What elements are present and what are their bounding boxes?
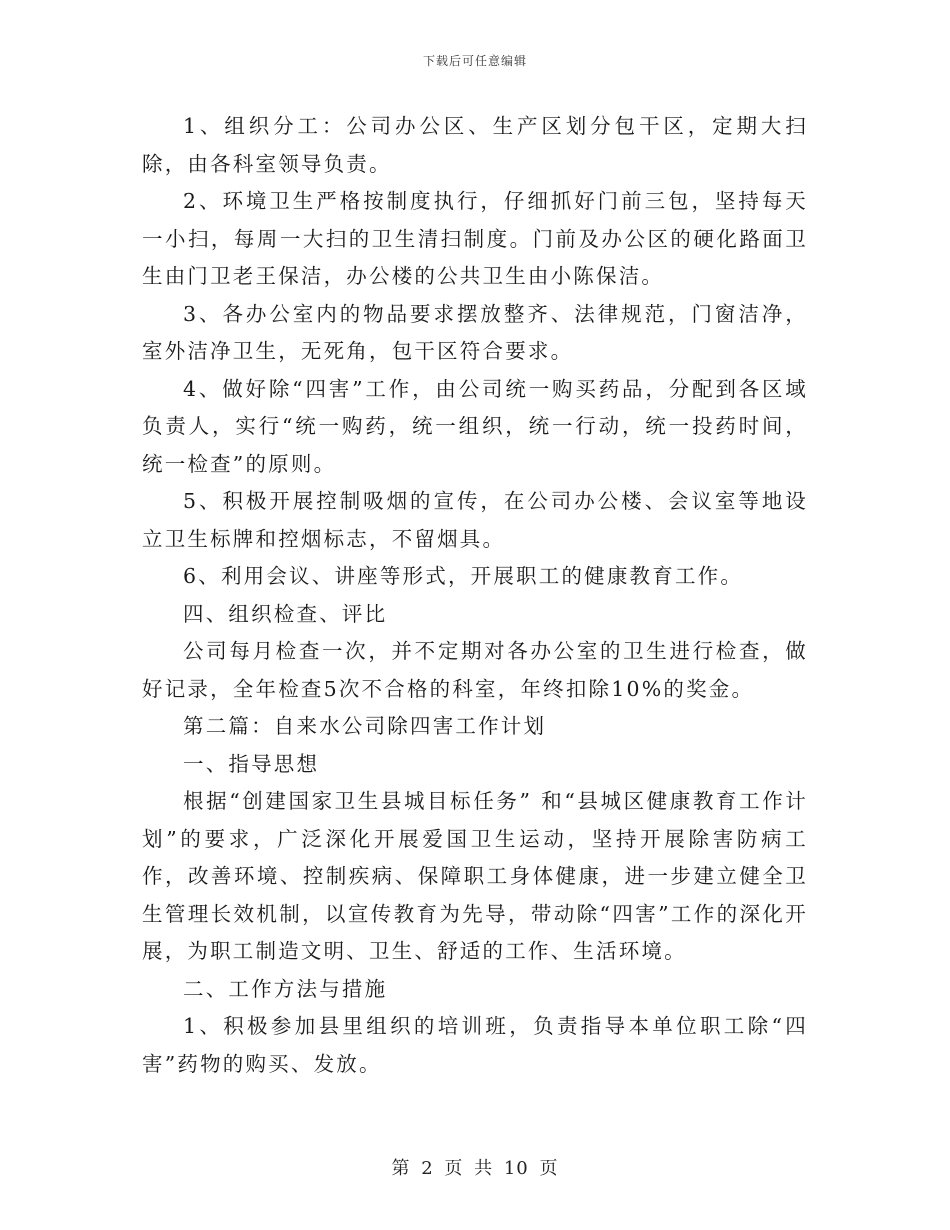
page-header: 下载后可任意编辑	[422, 54, 527, 68]
document-body	[142, 108, 808, 1083]
section-heading-inspection: 四、组织检查、评比	[183, 601, 388, 626]
section-heading-methods: 二、工作方法与措施	[183, 976, 388, 1001]
paragraph-1: 1、组织分工：公司办公区、生产区划分包干区，定期大扫除，由各科室领导负责。	[142, 114, 808, 176]
page-footer: 第 2 页 共 10 页	[391, 1158, 559, 1179]
paragraph-inspection: 公司每月检查一次，并不定期对各办公室的卫生进行检查，做好记录，全年检查5次不合格的科室，年终扣除10%的奖金。	[142, 639, 808, 701]
paragraph-2: 2、环境卫生严格按制度执行，仔细抓好门前三包，坚持每天一小扫，每周一大扫的卫生清扫制度。门前及办公区的硬化路面卫生由门卫老王保洁，办公楼的公共卫生由小陈保洁。	[142, 189, 808, 288]
section-heading-guiding: 一、指导思想	[183, 751, 320, 776]
chapter-heading: 第二篇：自来水公司除四害工作计划	[183, 714, 547, 738]
paragraph-6: 6、利用会议、讲座等形式，开展职工的健康教育工作。	[183, 564, 744, 588]
paragraph-4: 4、做好除“四害”工作，由公司统一购买药品，分配到各区域负责人，实行“统一购药，统一组织，统一行动，统一投药时间，统一检查”的原则。	[142, 376, 808, 476]
paragraph-5: 5、积极开展控制吸烟的宣传，在公司办公楼、会议室等地设立卫生标牌和控烟标志，不留烟具。	[142, 489, 808, 551]
paragraph-methods-1: 1、积极参加县里组织的培训班，负责指导本单位职工除“四害”药物的购买、发放。	[142, 1014, 808, 1076]
paragraph-3: 3、各办公室内的物品要求摆放整齐、法律规范，门窗洁净，室外洁净卫生，无死角，包干区符合要求。	[142, 301, 808, 363]
paragraph-guiding: 根据“创建国家卫生县城目标任务” 和“县城区健康教育工作计划”的要求，广泛深化开展爱国卫生运动，坚持开展除害防病工作，改善环境、控制疾病、保障职工身体健康，进一步建立健全卫生管理长效机制，以宣传教育为先导，带动除“四害”工作的深化开展，为职工制造文明、卫生、舒适的工作、生活环境。	[142, 789, 808, 963]
